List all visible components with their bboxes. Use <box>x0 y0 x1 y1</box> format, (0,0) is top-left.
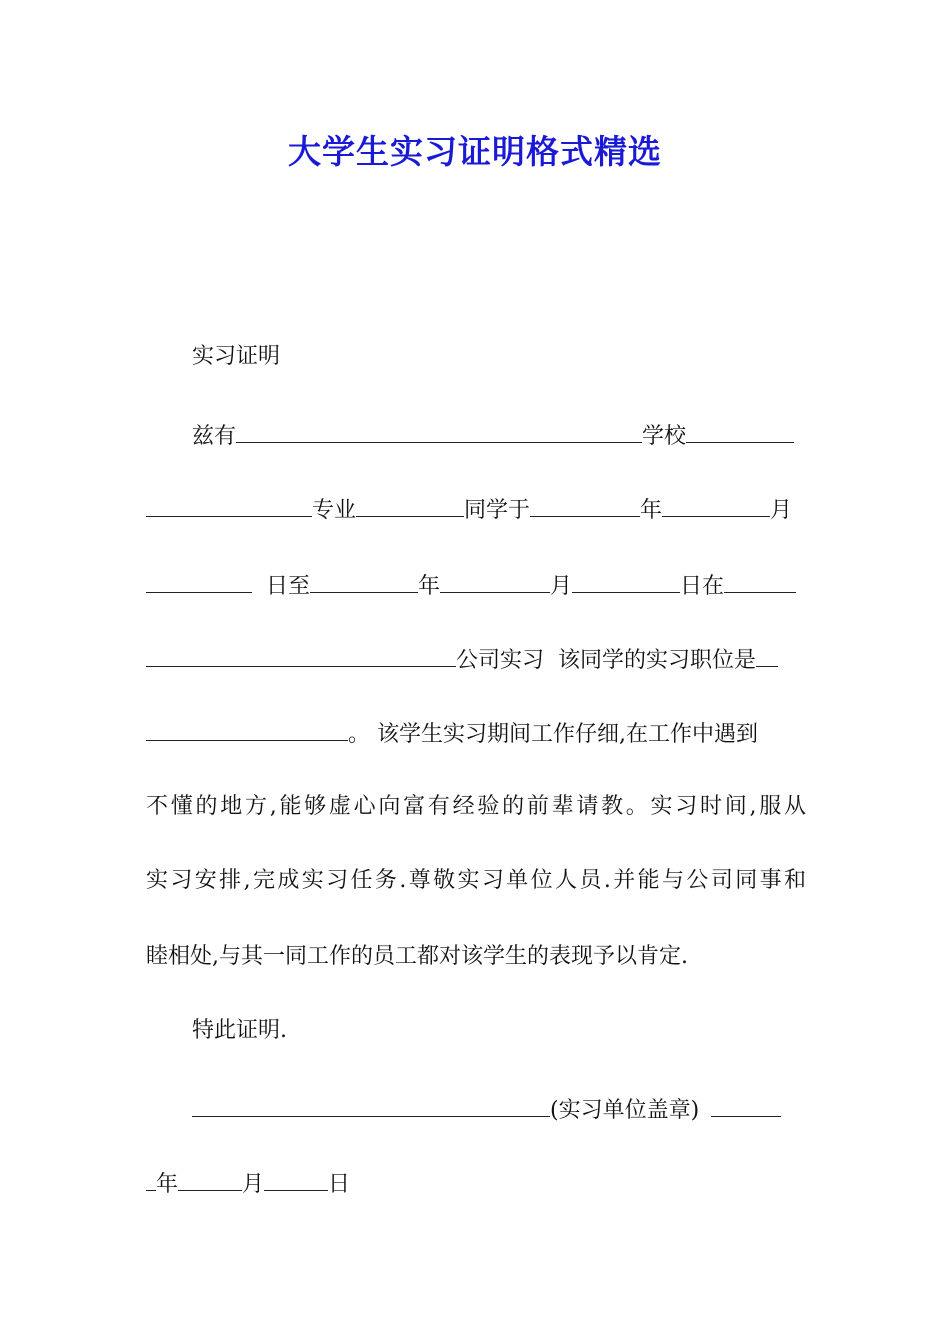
blank-start-day <box>146 566 252 593</box>
line-major <box>146 490 806 524</box>
blank-major <box>356 490 464 517</box>
body-line-1: 不懂的地方,能够虚心向富有经验的前辈请教。实习时间,服从 <box>146 794 806 819</box>
blank-sign-year <box>711 1090 781 1117</box>
certificate-heading-text: 实习证明 <box>192 344 281 369</box>
blank-school-name-cont <box>146 490 312 517</box>
text-month: 月 <box>770 498 793 523</box>
line-period <box>146 566 806 600</box>
blank-sign-month <box>178 1164 242 1191</box>
text-month: 月 <box>550 574 573 599</box>
text-year: 年 <box>156 1172 179 1197</box>
blank-student-name <box>236 416 642 443</box>
line-company <box>146 640 806 674</box>
document-title: 大学生实习证明格式精选 <box>288 132 662 171</box>
closing-line <box>192 1014 806 1048</box>
blank-position <box>756 640 778 667</box>
blank-end-day <box>572 566 680 593</box>
line-school <box>192 416 806 450</box>
text-year: 年 <box>640 498 663 523</box>
blank-start-month <box>662 490 770 517</box>
text-zi-you: 兹有 <box>192 424 237 449</box>
blank-sign-day <box>264 1164 328 1191</box>
text-major: 专业 <box>312 498 357 523</box>
blank-sign-year-cont <box>146 1164 156 1191</box>
body-line-3: 睦相处,与其一同工作的员工都对该学生的表现予以肯定. <box>146 944 688 969</box>
text-evaluation-start: 。 该学生实习期间工作仔细,在工作中遇到 <box>348 722 758 747</box>
closing-text: 特此证明. <box>192 1018 287 1043</box>
body-line-2: 实习安排,完成实习任务.尊敬实习单位人员.并能与公司同事和 <box>146 868 806 893</box>
text-school: 学校 <box>642 424 687 449</box>
text-day: 日 <box>328 1172 351 1197</box>
blank-company-cont <box>146 640 456 667</box>
stamp-line <box>192 1090 806 1124</box>
text-company-internship: 公司实习 该同学的实习职位是 <box>456 648 756 673</box>
blank-start-year <box>530 490 640 517</box>
date-line <box>146 1164 806 1198</box>
blank-end-month <box>440 566 550 593</box>
blank-end-year <box>310 566 418 593</box>
text-day-at: 日在 <box>680 574 725 599</box>
blank-company <box>724 566 796 593</box>
blank-school-name <box>686 416 794 443</box>
blank-position-cont <box>146 714 348 741</box>
stamp-label: (实习单位盖章) <box>550 1098 700 1123</box>
line-position <box>146 714 806 748</box>
blank-company-stamp <box>192 1090 550 1117</box>
text-month: 月 <box>242 1172 265 1197</box>
certificate-heading <box>192 340 806 374</box>
text-student-at: 同学于 <box>464 498 531 523</box>
text-year: 年 <box>418 574 441 599</box>
text-day-to: 日至 <box>266 574 311 599</box>
